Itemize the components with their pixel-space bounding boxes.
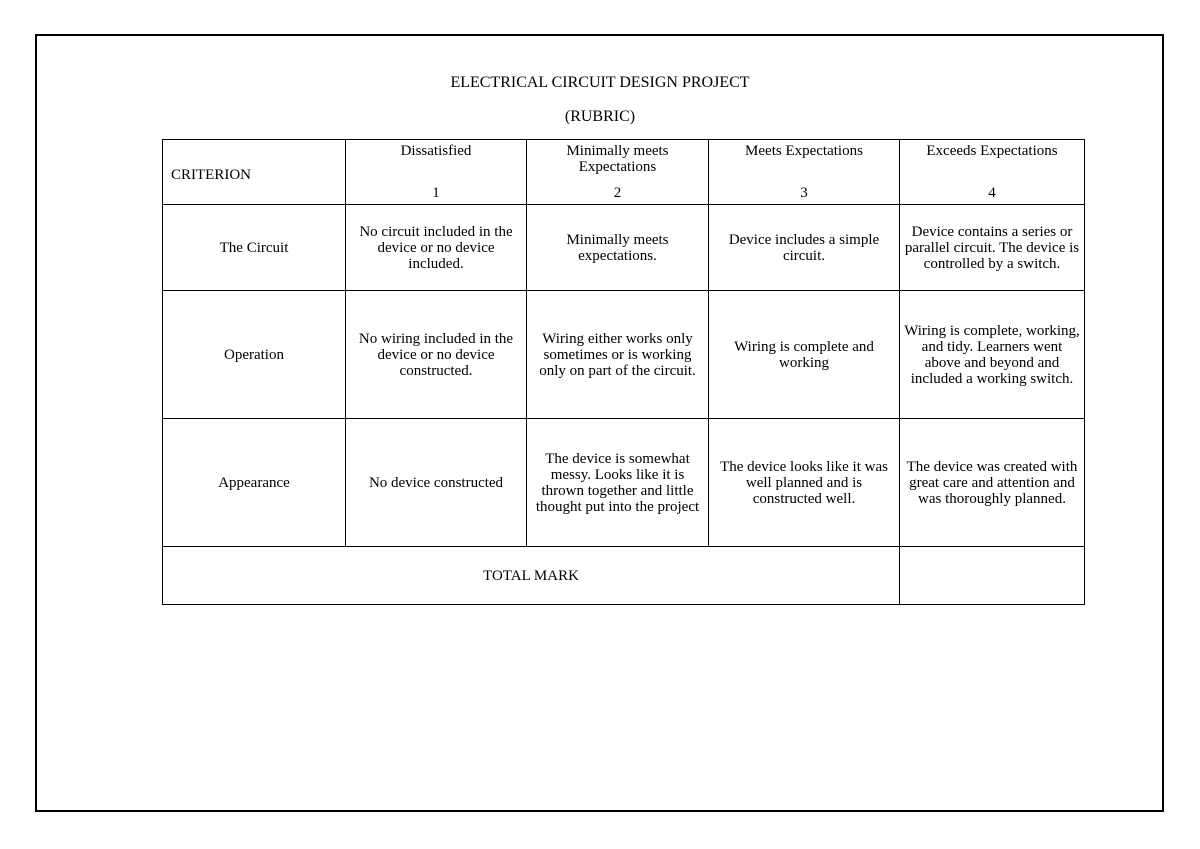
rubric-table (162, 139, 1085, 605)
rubric-cell: No circuit included in the device or no device included. (346, 205, 527, 291)
rubric-row-circuit (163, 205, 1085, 291)
rubric-cell: The device is somewhat messy. Looks like it is thrown together and little thought put into the project (527, 419, 709, 547)
level-label: Meets Expectations (745, 143, 863, 159)
level-label: Minimally meets Expectations (566, 143, 669, 175)
rubric-cell: No wiring included in the device or no device constructed. (346, 291, 527, 419)
total-row (163, 547, 1085, 605)
criterion-cell: Operation (163, 291, 346, 419)
rubric-cell: Device contains a series or parallel circuit. The device is controlled by a switch. (900, 205, 1085, 291)
rubric-cell: Wiring is complete, working, and tidy. Learners went above and beyond and included a working switch. (900, 291, 1085, 419)
level-header-4 (900, 140, 1085, 205)
level-score: 4 (988, 185, 996, 201)
criterion-cell: Appearance (163, 419, 346, 547)
total-mark-value[interactable] (900, 547, 1085, 605)
rubric-row-appearance (163, 419, 1085, 547)
level-label: Exceeds Expectations (926, 143, 1058, 159)
rubric-cell: Wiring is complete and working (709, 291, 900, 419)
document-title: ELECTRICAL CIRCUIT DESIGN PROJECT (450, 74, 750, 91)
rubric-cell: The device looks like it was well planned and is constructed well. (709, 419, 900, 547)
rubric-cell: No device constructed (346, 419, 527, 547)
rubric-cell: Minimally meets expectations. (527, 205, 709, 291)
level-score: 2 (613, 185, 622, 201)
level-header-1 (346, 140, 527, 205)
level-header-3 (709, 140, 900, 205)
rubric-row-operation (163, 291, 1085, 419)
criterion-cell: The Circuit (163, 205, 346, 291)
level-label: Dissatisfied (400, 143, 472, 159)
header-row (163, 140, 1085, 205)
criterion-header: CRITERION (163, 140, 346, 205)
level-header-2 (527, 140, 709, 205)
rubric-cell: The device was created with great care and attention and was thoroughly planned. (900, 419, 1085, 547)
level-score: 1 (432, 185, 440, 201)
document-subtitle: (RUBRIC) (564, 108, 636, 125)
rubric-cell: Wiring either works only sometimes or is working only on part of the circuit. (527, 291, 709, 419)
level-score: 3 (800, 185, 808, 201)
rubric-cell: Device includes a simple circuit. (709, 205, 900, 291)
total-mark-label: TOTAL MARK (163, 547, 900, 605)
